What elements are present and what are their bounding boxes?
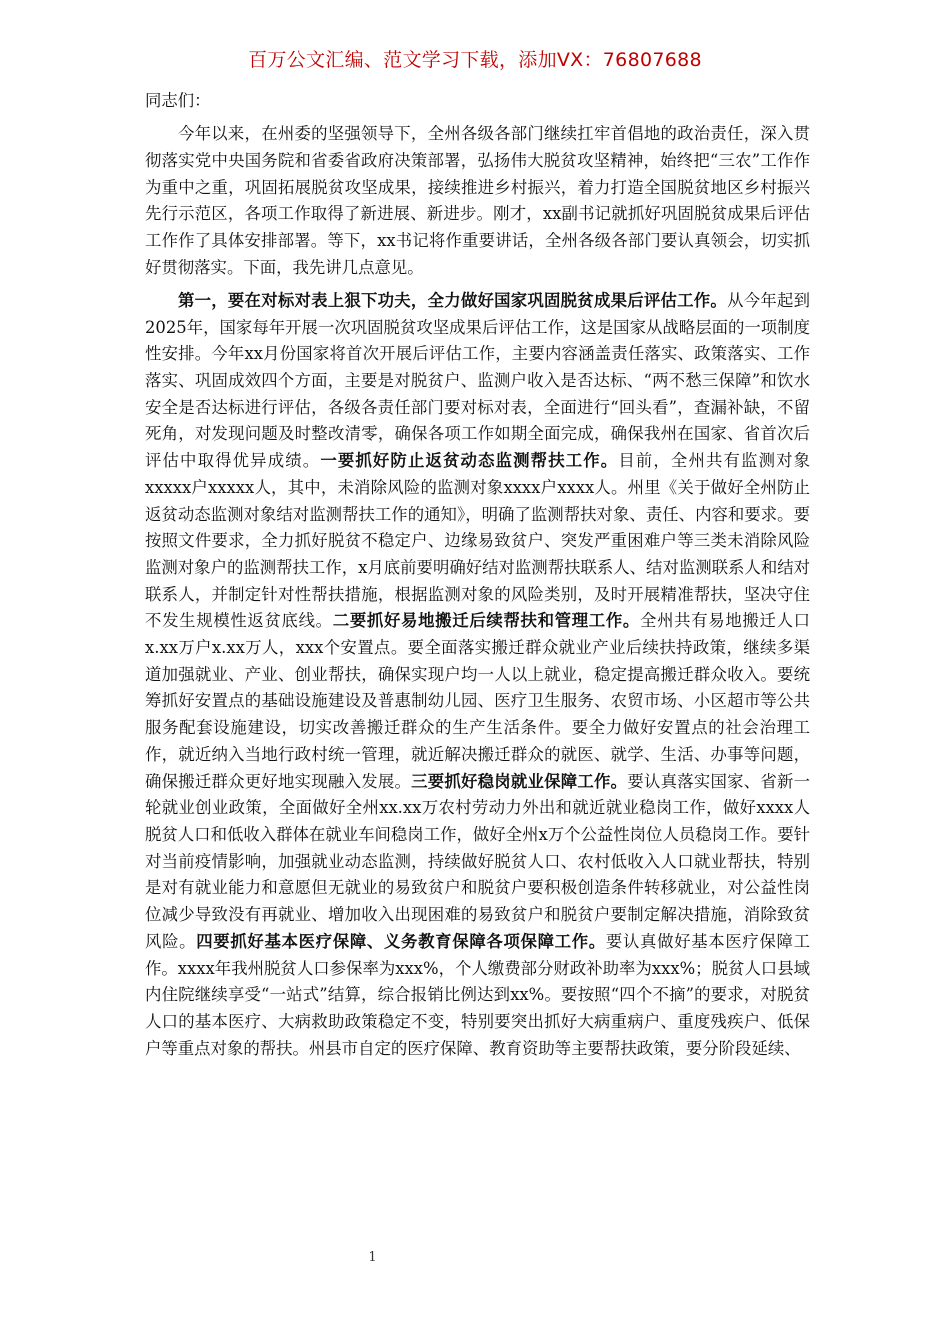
document-body <box>145 88 810 1062</box>
subpoint-one-heading: 一要抓好防止返贫动态监测帮扶工作。 <box>320 451 619 471</box>
section-one-text: 从今年起到2025年，国家每年开展一次巩固脱贫攻坚成果后评估工作，这是国家从战略层面的一项制度性安排。今年xx月份国家将首次开展后评估工作，主要内容涵盖责任落实、政策落实、工作落实、巩固成效四个方面，主要是对脱贫户、监测户收入是否达标、“两不愁三保障”和饮水安全是否达标进行评估，各级各责任部门要对标对表，全面进行“回头看”，查漏补缺，不留死角，对发现问题及时整改清零，确保各项工作如期全面完成，确保我州在国家、省首次后评估中取得优异成绩。 <box>145 290 811 471</box>
subpoint-three-heading: 三要抓好稳岗就业保障工作。 <box>411 771 628 791</box>
opening-paragraph: 今年以来，在州委的坚强领导下，全州各级各部门继续扛牢首倡地的政治责任，深入贯彻落实党中央国务院和省委省政府决策部署，弘扬伟大脱贫攻坚精神，始终把“三农”工作作为重中之重，巩固拓展脱贫攻坚成果，接续推进乡村振兴，着力打造全国脱贫地区乡村振兴先行示范区，各项工作取得了新进展、新进步。刚才，xx副书记就抓好巩固脱贫成果后评估工作作了具体安排部署。等下，xx书记将作重要讲话，全州各级各部门要认真领会，切实抓好贯彻落实。下面，我先讲几点意见。 <box>145 124 810 277</box>
subpoint-one-text: 目前，全州共有监测对象xxxxx户xxxxx人，其中，未消除风险的监测对象xxxx户xxxx人。州里《关于做好全州防止返贫动态监测对象结对监测帮扶工作的通知》，明确了监测帮扶对象、责任、内容和要求。要按照文件要求，全力抓好脱贫不稳定户、边缘易致贫户、突发严重困难户等三类未消除风险监测对象户的监测帮扶工作，x月底前要明确好结对监测帮扶联系人、结对监测联系人和结对联系人，并制定针对性帮扶措施，根据监测对象的风险类别，及时开展精准帮扶，坚决守住不发生规模性返贫底线。 <box>145 451 811 631</box>
section-one-heading: 第一，要在对标对表上狠下功夫，全力做好国家巩固脱贫成果后评估工作。 <box>178 290 728 310</box>
section-one-paragraph <box>145 288 810 1062</box>
subpoint-four-heading: 四要抓好基本医疗保障、义务教育保障各项保障工作。 <box>196 931 606 951</box>
subpoint-two-heading: 二要抓好易地搬迁后续帮扶和管理工作。 <box>332 611 641 631</box>
page-number: 1 <box>368 1250 377 1265</box>
subpoint-three-text: 要认真落实国家、省新一轮就业创业政策，全面做好全州xx.xx万农村劳动力外出和就近就业稳岗工作，做好xxxx人脱贫人口和低收入群体在就业车间稳岗工作，做好全州x万个公益性岗位人员稳岗工作。要针对当前疫情影响，加强就业动态监测，持续做好脱贫人口、农村低收入人口就业帮扶，特别是对有就业能力和意愿但无就业的易致贫户和脱贫户要积极创造条件转移就业，对公益性岗位减少导致没有再就业、增加收入出现困难的易致贫户和脱贫户要制定解决措施，消除致贫风险。 <box>145 771 811 951</box>
subpoint-two-text: 全州共有易地搬迁人口x.xx万户x.xx万人，xxx个安置点。要全面落实搬迁群众就业产业后续扶持政策，继续多渠道加强就业、产业、创业帮扶，确保实现户均一人以上就业，稳定提高搬迁群众收入。要统筹抓好安置点的基础设施建设及普惠制幼儿园、医疗卫生服务、农贸市场、小区超市等公共服务配套设施建设，切实改善搬迁群众的生产生活条件。要全力做好安置点的社会治理工作，就近纳入当地行政村统一管理，就近解决搬迁群众的就医、就学、生活、办事等问题，确保搬迁群众更好地实现融入发展。 <box>145 611 811 791</box>
header-banner: 百万公文汇编、范文学习下载，添加VX：76807688 <box>248 49 702 71</box>
salutation: 同志们： <box>145 91 211 110</box>
subpoint-four-text: 要认真做好基本医疗保障工作。xxxx年我州脱贫人口参保率为xxx%，个人缴费部分财政补助率为xxx%；脱贫人口县域内住院继续享受“一站式”结算，综合报销比例达到xx%。要按照“四个不摘”的要求，对脱贫人口的基本医疗、大病救助政策稳定不变，特别要突出抓好大病重病户、重度残疾户、低保户等重点对象的帮扶。州县市自定的医疗保障、教育资助等主要帮扶政策，要分阶段延续、 <box>145 931 811 1058</box>
